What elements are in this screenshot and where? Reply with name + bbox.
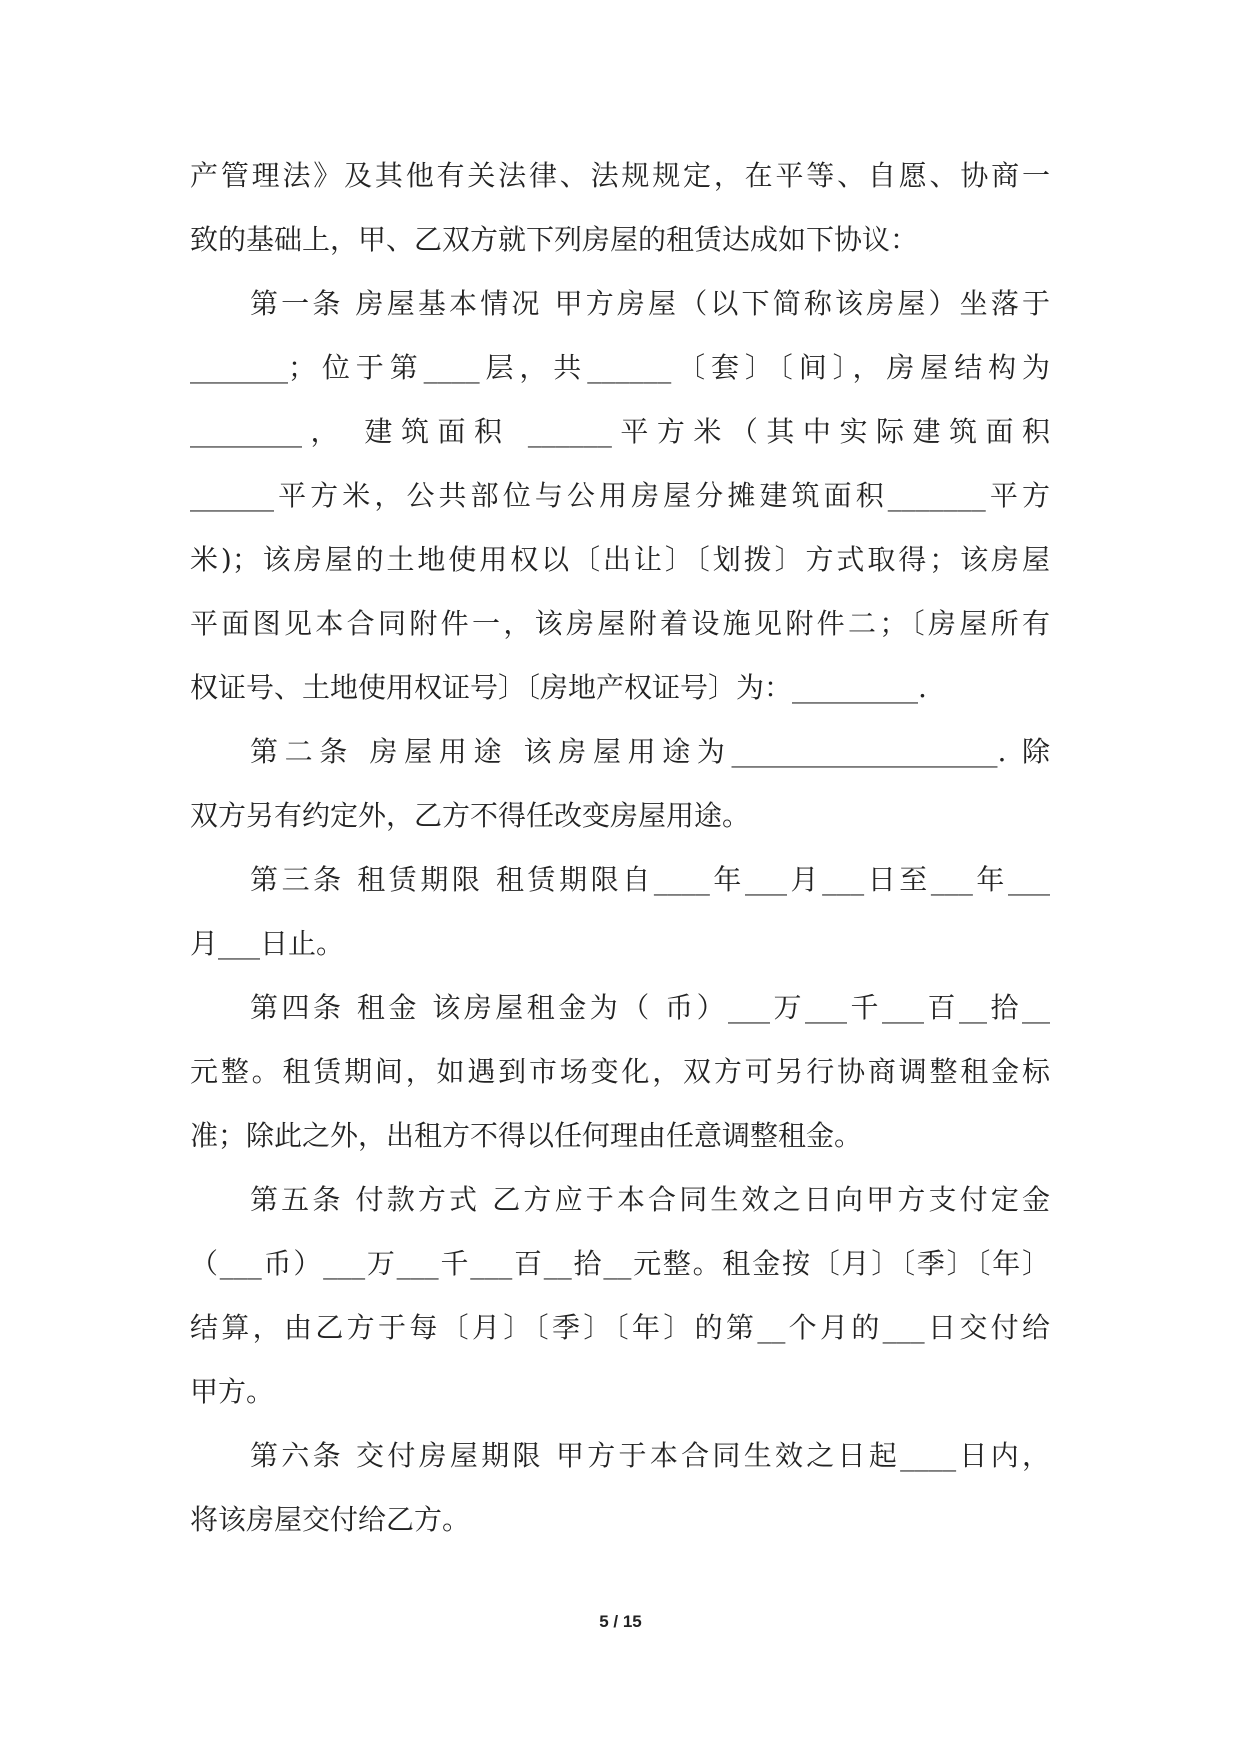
text-line: 产管理法》及其他有关法律、法规规定，在平等、自愿、协商一 xyxy=(190,159,1050,192)
text-line: 结算，由乙方于每〔月〕〔季〕〔年〕的第__个月的___日交付给 xyxy=(190,1311,1050,1344)
article-5-heading-line: 第五条 付款方式 乙方应于本合同生效之日向甲方支付定金 xyxy=(250,1183,1050,1216)
page-number: 5 / 15 xyxy=(599,1612,642,1631)
article-2-heading-line: 第二条 房屋用途 该房屋用途为___________________. 除 xyxy=(250,735,1050,768)
text-line: 元整。租赁期间，如遇到市场变化，双方可另行协商调整租金标 xyxy=(190,1055,1050,1088)
text-line: 准；除此之外，出租方不得以任何理由任意调整租金。 xyxy=(190,1119,863,1152)
text-line: _______；位于第____层，共______〔套〕〔间〕，房屋结构为 xyxy=(190,351,1050,384)
text-line: （___币）___万___千___百__拾__元整。租金按〔月〕〔季〕〔年〕 xyxy=(190,1247,1050,1280)
article-4-heading-line: 第四条 租金 该房屋租金为（ 币）___万___千___百__拾__ xyxy=(250,991,1050,1024)
article-3-heading-line: 第三条 租赁期限 租赁期限自____年___月___日至___年___ xyxy=(250,863,1050,896)
text-line: 月___日止。 xyxy=(190,927,345,960)
text-line: 将该房屋交付给乙方。 xyxy=(190,1503,471,1536)
text-line: 权证号、土地使用权证号〕〔房地产权证号〕为：_________. xyxy=(190,671,927,704)
text-line: 甲方。 xyxy=(190,1375,275,1408)
contract-body xyxy=(190,144,1050,1552)
text-line: 平面图见本合同附件一，该房屋附着设施见附件二；〔房屋所有 xyxy=(190,607,1050,640)
text-line: ______平方米，公共部位与公用房屋分摊建筑面积_______平方 xyxy=(190,479,1050,512)
text-line: 米)；该房屋的土地使用权以〔出让〕〔划拨〕方式取得；该房屋 xyxy=(190,543,1050,576)
article-6-heading-line: 第六条 交付房屋期限 甲方于本合同生效之日起____日内， xyxy=(250,1439,1050,1472)
text-line: ________， 建筑面积 ______平方米（其中实际建筑面积 xyxy=(190,415,1050,448)
text-line: 致的基础上，甲、乙双方就下列房屋的租赁达成如下协议： xyxy=(190,223,919,256)
text-line: 双方另有约定外，乙方不得任改变房屋用途。 xyxy=(190,799,751,832)
article-1-heading-line: 第一条 房屋基本情况 甲方房屋（以下简称该房屋）坐落于 xyxy=(250,287,1050,320)
